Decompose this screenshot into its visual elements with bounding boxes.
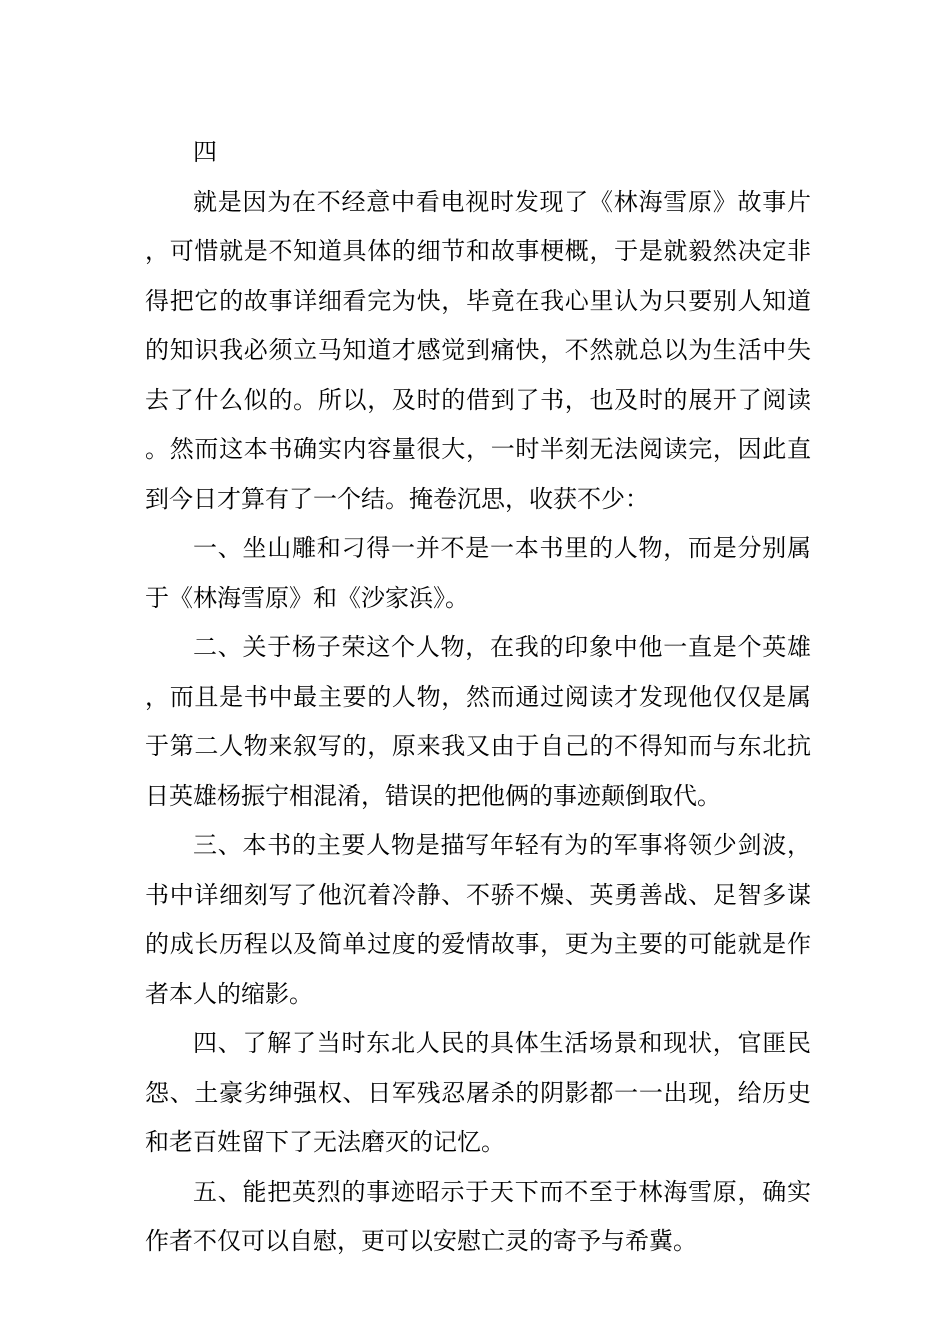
intro-paragraph: 就是因为在不经意中看电视时发现了《林海雪原》故事片，可惜就是不知道具体的细节和故事梗概，于是就毅然决定非得把它的故事详细看完为快，毕竟在我心里认为只要别人知道的知识我必须立马知道才感觉到痛快，不然就总以为生活中失去了什么似的。所以，及时的借到了书，也及时的展开了阅读。然而这本书确实内容量很大，一时半刻无法阅读完，因此直到今日才算有了一个结。掩卷沉思，收获不少： [145,187,811,513]
point-five-paragraph: 五、能把英烈的事迹昭示于天下而不至于林海雪原，确实作者不仅可以自慰，更可以安慰亡灵的寄予与希冀。 [145,1177,811,1255]
section-heading: 四 [193,138,217,166]
point-four-paragraph: 四、了解了当时东北人民的具体生活场景和现状，官匪民怨、土豪劣绅强权、日军残忍屠杀的阴影都一一出现，给历史和老百姓留下了无法磨灭的记忆。 [145,1029,811,1156]
point-two-paragraph: 二、关于杨子荣这个人物，在我的印象中他一直是个英雄，而且是书中最主要的人物，然而通过阅读才发现他仅仅是属于第二人物来叙写的，原来我又由于自己的不得知而与东北抗日英雄杨振宁相混淆，错误的把他俩的事迹颠倒取代。 [145,633,811,810]
document-body [145,128,811,1267]
point-three-paragraph: 三、本书的主要人物是描写年轻有为的军事将领少剑波，书中详细刻写了他沉着冷静、不骄不燥、英勇善战、足智多谋的成长历程以及简单过度的爱情故事，更为主要的可能就是作者本人的缩影。 [145,831,811,1008]
point-one-paragraph: 一、坐山雕和刁得一并不是一本书里的人物，而是分别属于《林海雪原》和《沙家浜》。 [145,534,811,612]
